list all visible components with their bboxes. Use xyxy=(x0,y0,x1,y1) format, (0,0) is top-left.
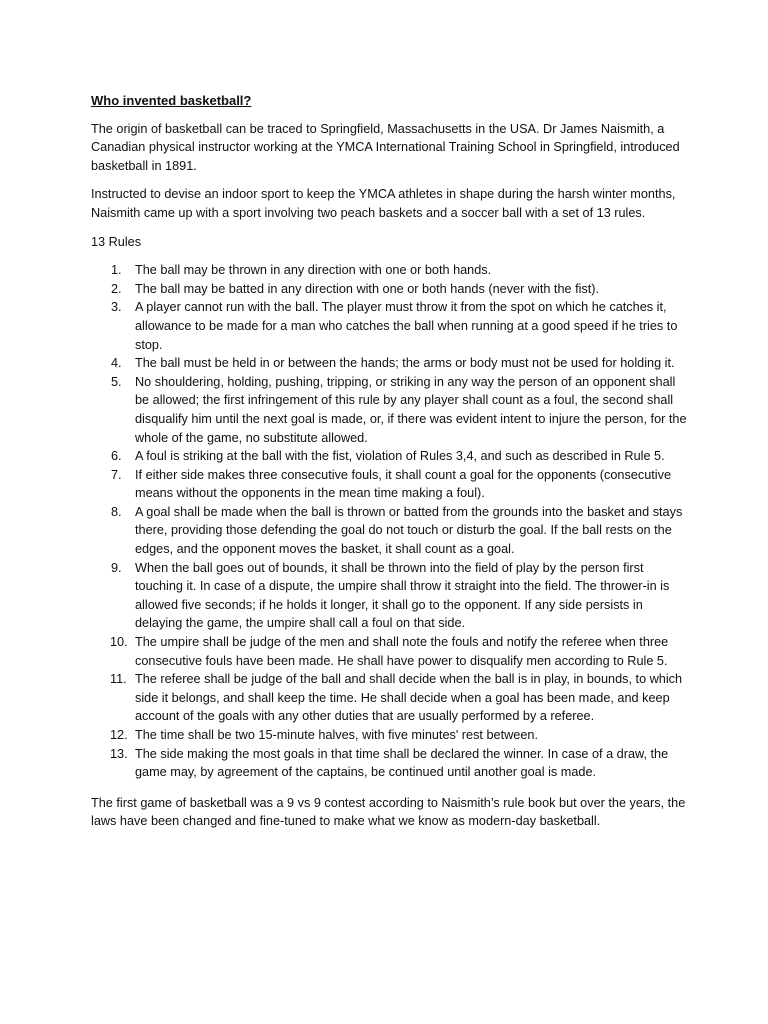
rule-text: The ball may be batted in any direction with one or both hands (never with the fist). xyxy=(135,281,600,296)
rule-text: The referee shall be judge of the ball and shall decide when the ball is in play, in bounds, to which side it belongs, and shall keep the time. He shall decide when a goal has been made, and keep account of the goals with any other duties that are usually performed by a referee. xyxy=(135,672,683,724)
rule-number: 11. xyxy=(110,672,127,687)
rule-number: 1. xyxy=(111,263,122,278)
rule-text: A foul is striking at the ball with the fist, violation of Rules 3,4, and such as described in Rule 5. xyxy=(135,449,665,464)
rule-text: The time shall be two 15-minute halves, with five minutes' rest between. xyxy=(135,728,538,742)
rule-text: A goal shall be made when the ball is thrown or batted from the grounds into the basket and stays there, providing those defending the goal do not touch or disturb the goal. If the ball rests on the edges, and the opponent moves the basket, it shall count as a goal. xyxy=(135,504,683,557)
rule-number: 13. xyxy=(110,746,128,761)
rule-number: 10. xyxy=(110,635,128,650)
rule-item xyxy=(91,503,691,559)
rule-number: 5. xyxy=(111,374,122,389)
rule-number: 8. xyxy=(111,504,122,519)
rule-item xyxy=(91,447,691,466)
rule-number: 2. xyxy=(111,281,122,296)
rule-item xyxy=(91,280,691,299)
rule-text: The ball must be held in or between the hands; the arms or body must not be used for holding it. xyxy=(135,356,675,371)
document-page xyxy=(91,92,691,841)
rule-item xyxy=(91,745,691,782)
rule-number: 4. xyxy=(111,356,122,371)
rule-number: 6. xyxy=(111,449,122,464)
rule-number: 12. xyxy=(110,728,128,742)
rule-item xyxy=(91,633,691,670)
rule-text: A player cannot run with the ball. The player must throw it from the spot on which he catches it, allowance to be made for a man who catches the ball when running at a good speed if he tries to stop. xyxy=(135,300,678,352)
rule-number: 7. xyxy=(111,467,122,482)
document-title: Who invented basketball? xyxy=(91,93,252,108)
rule-text: The ball may be thrown in any direction with one or both hands. xyxy=(135,263,492,278)
intro-paragraph-1: The origin of basketball can be traced to Springfield, Massachusetts in the USA. Dr James Naismith, a Canadian physical instructor working at the YMCA International Training School in Springfield, introduced basketball in 1891. xyxy=(91,121,680,173)
rule-number: 3. xyxy=(111,300,122,315)
rule-item xyxy=(91,466,691,503)
rule-item xyxy=(91,354,691,373)
rule-item xyxy=(91,373,691,447)
rule-text: No shouldering, holding, pushing, tripping, or striking in any way the person of an opponent shall be allowed; the first infringement of this rule by any player shall count as a foul, the second shall disqualify him until the next goal is made, or, if there was evident intent to injure the person, for the whole of the game, no substitute allowed. xyxy=(135,374,687,445)
rule-item xyxy=(91,670,691,726)
closing-paragraph: The first game of basketball was a 9 vs 9 contest according to Naismith’s rule book but over the years, the laws have been changed and fine-tuned to make what we know as modern-day basketball. xyxy=(91,795,686,829)
rule-item xyxy=(91,298,691,354)
rules-heading: 13 Rules xyxy=(91,234,142,249)
rule-text: The umpire shall be judge of the men and shall note the fouls and notify the referee when three consecutive fouls have been made. He shall have power to disqualify men according to Rule 5. xyxy=(135,635,669,668)
intro-paragraph-2: Instructed to devise an indoor sport to keep the YMCA athletes in shape during the harsh winter months, Naismith came up with a sport involving two peach baskets and a soccer ball with a set of 13 rules. xyxy=(91,187,676,220)
rule-text: If either side makes three consecutive fouls, it shall count a goal for the opponents (consecutive means without the opponents in the mean time making a foul). xyxy=(135,467,671,501)
rule-text: When the ball goes out of bounds, it shall be thrown into the field of play by the person first touching it. In case of a dispute, the umpire shall throw it straight into the field. The thrower-in is allowed five seconds; if he holds it longer, it shall go to the opponent. If any side persists in delaying the game, the umpire shall call a foul on that side. xyxy=(135,560,670,631)
rule-text: The side making the most goals in that time shall be declared the winner. In case of a draw, the game may, by agreement of the captains, be continued until another goal is made. xyxy=(135,746,669,780)
rule-item xyxy=(91,261,691,280)
rule-item xyxy=(91,726,691,745)
rules-list xyxy=(91,261,691,782)
rule-item xyxy=(91,559,691,633)
rule-number: 9. xyxy=(111,560,122,575)
